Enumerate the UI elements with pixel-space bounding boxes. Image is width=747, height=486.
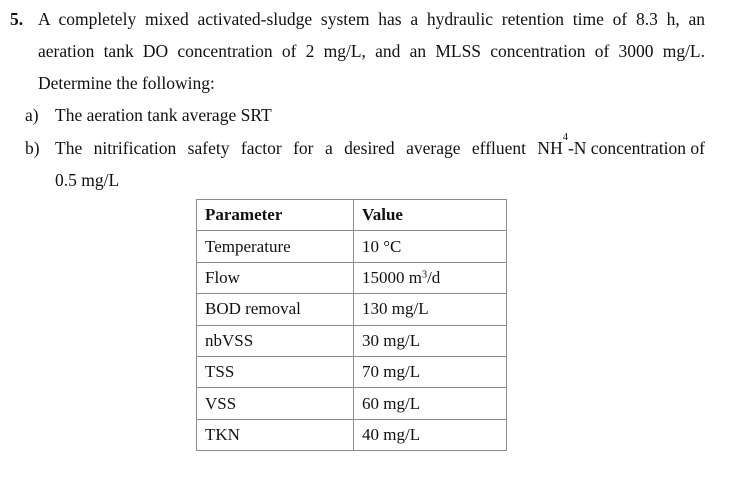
part-b-subscript: 4 [562, 132, 568, 143]
row-param: Flow [197, 262, 354, 293]
table-header-row [197, 200, 507, 231]
question-text-line-3: Determine the following: [38, 73, 215, 93]
question-number [10, 9, 23, 29]
part-b-label: b) [25, 138, 40, 158]
part-a-label: a) [25, 105, 39, 125]
flow-value-unit: /d [427, 267, 441, 287]
row-value: 30 mg/L [354, 325, 507, 356]
part-b-text-wrap [55, 132, 705, 158]
row-param: TKN [197, 419, 354, 450]
parameter-table [196, 199, 507, 451]
row-value: 130 mg/L [354, 294, 507, 325]
question-line-1 [38, 9, 705, 29]
row-param: Temperature [197, 231, 354, 262]
part-b-continuation [55, 170, 119, 190]
part-b-text-after: -N concentration of [567, 138, 705, 158]
row-value: 40 mg/L [354, 419, 507, 450]
question-number-label: 5. [10, 9, 24, 29]
part-b-text [55, 132, 705, 158]
question-line-2 [38, 41, 705, 61]
row-value: 10 °C [354, 231, 507, 262]
row-param: BOD removal [197, 294, 354, 325]
table-row [197, 356, 507, 387]
question-text-line-2: aeration tank DO concentration of 2 mg/L, and an MLSS concentration of 3000 mg/L. [38, 41, 705, 61]
part-b [25, 138, 40, 158]
table-row [197, 231, 507, 262]
row-value: 70 mg/L [354, 356, 507, 387]
flow-value-superscript: 3 [421, 269, 428, 281]
row-param: TSS [197, 356, 354, 387]
header-parameter: Parameter [197, 200, 354, 231]
part-a-text: The aeration tank average SRT [55, 105, 272, 125]
table-row [197, 419, 507, 450]
part-b-continuation-text: 0.5 mg/L [55, 170, 120, 190]
part-b-text-main [55, 138, 563, 158]
table-row [197, 294, 507, 325]
table-row [197, 388, 507, 419]
flow-value-number: 15000 m [362, 267, 422, 287]
question-line-3 [38, 73, 215, 93]
row-param: VSS [197, 388, 354, 419]
header-value: Value [354, 200, 507, 231]
row-value [354, 262, 507, 293]
question-text-line-1: A completely mixed activated-sludge system has a hydraulic retention time of 8.3 h, an [38, 9, 705, 29]
table-row [197, 262, 507, 293]
part-a [25, 105, 39, 125]
row-value: 60 mg/L [354, 388, 507, 419]
part-a-text-wrap [55, 105, 272, 125]
table-row [197, 325, 507, 356]
part-b-text-before: The nitrification safety factor for a desired average effluent NH [55, 138, 563, 158]
row-param: nbVSS [197, 325, 354, 356]
